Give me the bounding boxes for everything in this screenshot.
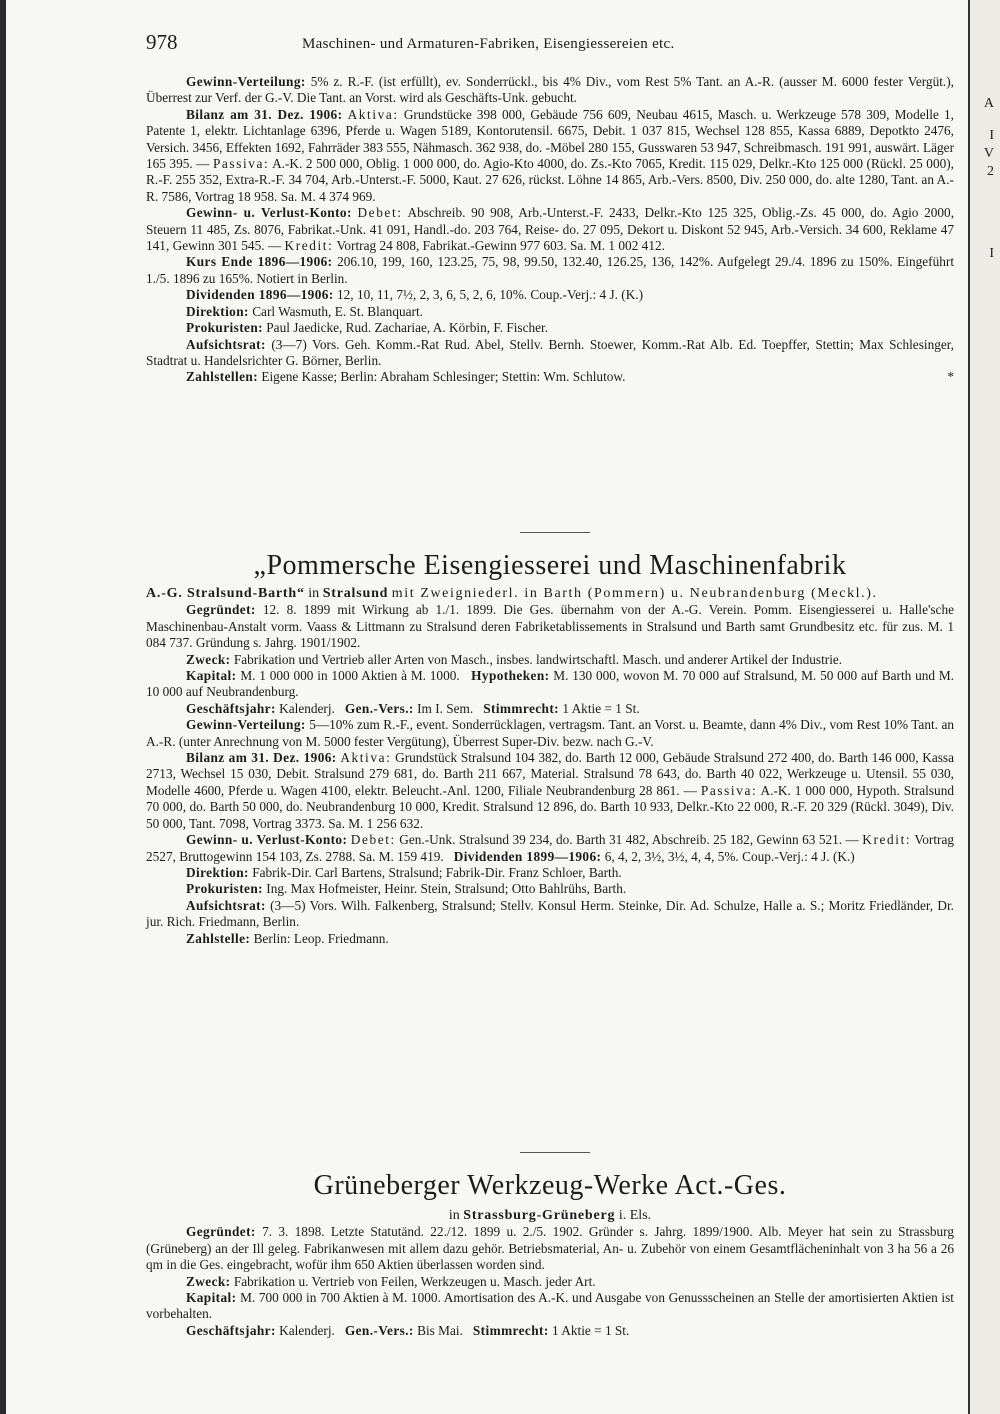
text: Carl Wasmuth, E. St. Blanquart. [252, 303, 423, 319]
label: Gewinn- u. Verlust-Konto: [186, 832, 348, 848]
label: Geschäftsjahr: [186, 1322, 276, 1338]
entry-zahlstellen [146, 369, 954, 385]
label: Prokuristen: [186, 320, 263, 336]
text: 5—10% zum R.-F., event. Sonderrücklagen, vertragsm. Tant. an Vorst. u. Beamte, dann 4% Div., vom Rest 10% Tant. an A.-R. (unter Anrechnung von M. 5000 fester Vergütung), Überrest Super-Div. bezw. nach G.-V. [146, 717, 954, 749]
text: Kalenderj. [279, 1322, 335, 1338]
entry-gegruendet [146, 1224, 954, 1273]
entry-bilanz [146, 107, 954, 205]
margin-glyph: V [983, 146, 994, 161]
label: Kurs Ende 1896—1906: [186, 254, 333, 270]
entry-gewinn-verteilung [146, 717, 954, 750]
text: M. 1 000 000 in 1000 Aktien à M. 1000. [240, 668, 460, 684]
company-title-grueneberger: Grüneberger Werkzeug-Werke Act.-Ges. [313, 1170, 787, 1201]
text: Fabrikation und Vertrieb aller Arten von Masch., insbes. landwirtschaftl. Masch. und anderer Artikel der Industrie. [233, 651, 843, 667]
margin-glyph: A [983, 96, 994, 111]
text: Vortrag 24 808, Fabrikat.-Gewinn 977 603. Sa. M. 1 002 412. [336, 238, 665, 254]
label: Dividenden 1896—1906: [186, 287, 334, 303]
text: (3—7) Vors. Geh. Komm.-Rat Rud. Abel, Stellv. Bernh. Stoewer, Komm.-Rat Alb. Ed. Toepffer, Stettin; Max Schlesinger, Stadtrat u. Handelsrichter G. Börner, Berlin. [146, 336, 954, 368]
text: 5% z. R.-F. (ist erfüllt), ev. Sonderrückl., bis 4% Div., vom Rest 5% Tant. an A.-R. (ausser M. 6000 fester Vergüt.), Überrest zur Verf. der G.-V. Die Tant. an Vorst. wird als Geschäfts-Unk. gebucht. [146, 74, 954, 106]
text: Gen.-Unk. Stralsund 39 234, do. Barth 31 482, Abschreib. 25 182, Gewinn 63 521. — [399, 832, 859, 848]
entry-prokuristen [146, 881, 954, 897]
entry-kapital [146, 1290, 954, 1323]
gen-vers-label: Gen.-Vers.: [344, 700, 414, 716]
company-subtitle [146, 1208, 954, 1224]
gen-vers-label: Gen.-Vers.: [344, 1322, 414, 1338]
text: 12, 10, 11, 7½, 2, 3, 6, 5, 2, 6, 10%. Coup.-Verj.: 4 J. (K.) [337, 287, 644, 303]
scan-left-edge [0, 0, 6, 1414]
margin-glyph: I [989, 246, 994, 261]
text: Bis Mai. [417, 1322, 463, 1338]
label: Gewinn- u. Verlust-Konto: [186, 205, 352, 221]
entry-bilanz [146, 750, 954, 832]
text: Ing. Max Hofmeister, Heinr. Stein, Stralsund; Otto Bahlrühs, Barth. [266, 881, 627, 897]
text: 1 Aktie = 1 St. [562, 700, 640, 716]
subtitle-rest: mit Zweigniederl. in Barth (Pommern) u. Neubrandenburg (Meckl.). [391, 586, 878, 601]
text: Eigene Kasse; Berlin: Abraham Schlesinger; Stettin: Wm. Schlutow. [261, 369, 626, 385]
section-pommersche [146, 586, 954, 947]
text: Paul Jaedicke, Rud. Zachariae, A. Körbin, F. Fischer. [266, 320, 549, 336]
section-divider [520, 1152, 590, 1153]
stimmrecht-label: Stimmrecht: [472, 1322, 549, 1338]
entry-kurs [146, 254, 954, 287]
label: Prokuristen: [186, 881, 263, 897]
entry-aufsichtsrat [146, 898, 954, 931]
entry-gewinn-verlust [146, 832, 954, 865]
entry-gewinn-verlust [146, 205, 954, 254]
text: M. 130 000, wovon M. 70 000 auf Stralsund, M. 50 000 auf Barth und M. 10 000 auf Neubrandenburg. [146, 668, 955, 700]
kredit-label: Kredit: [862, 832, 912, 848]
label: Zahlstellen: [186, 369, 259, 385]
text: A.-K. 1 000 000, Hypoth. Stralsund 70 000, do. Barth 50 000, do. Neubrandenburg 10 000, Kredit. Stralsund 12 896, do. Barth 10 933, Delkr.-Kto 22 000, R.-F. 20 329 (Rückl. 3049), Div. 50 000, Tant. 7098, Vortrag 3373. Sa. M. 1 256 632. [146, 782, 954, 831]
text: 206.10, 199, 160, 123.25, 75, 98, 99.50, 132.40, 126.25, 136, 142%. Aufgelegt 29./4. 1896 zu 150%. Eingeführt 1./5. 1896 zu 165%. Notiert in Berlin. [146, 254, 955, 286]
label: Gegründet: [186, 1224, 256, 1240]
subtitle-in: in [308, 586, 320, 601]
kredit-label: Kredit: [284, 238, 334, 254]
label: Bilanz am 31. Dez. 1906: [186, 750, 337, 766]
aktiva-label: Aktiva: [340, 750, 392, 766]
subtitle-rest: i. Els. [618, 1208, 652, 1223]
label: Gewinn-Verteilung: [186, 717, 306, 733]
label: Zweck: [186, 1273, 231, 1289]
debet-label: Debet: [357, 205, 403, 221]
label: Direktion: [186, 864, 249, 880]
debet-label: Debet: [350, 832, 396, 848]
text: Fabrik-Dir. Carl Bartens, Stralsund; Fabrik-Dir. Franz Schloer, Barth. [252, 864, 622, 880]
text: Fabrikation u. Vertrieb von Feilen, Werkzeugen u. Masch. jeder Art. [233, 1273, 596, 1289]
section-grueneberger [146, 1208, 954, 1339]
entry-direktion [146, 304, 954, 320]
text: 1 Aktie = 1 St. [552, 1322, 630, 1338]
dividenden-label: Dividenden 1899—1906: [453, 848, 602, 864]
hypotheken-label: Hypotheken: [471, 668, 550, 684]
entry-kapital [146, 668, 954, 701]
text: 6, 4, 2, 3½, 3½, 4, 4, 5%. Coup.-Verj.: 4 J. (K.) [604, 848, 855, 864]
entry-gegruendet [146, 602, 954, 651]
stimmrecht-label: Stimmrecht: [483, 700, 560, 716]
company-subtitle [146, 586, 954, 602]
text: 12. 8. 1899 mit Wirkung ab 1./1. 1899. Die Ges. übernahm von der A.-G. Verein. Pomm. Eisengiesserei u. Halle'sche Maschinenbau-Anstalt vorm. Vaass & Littmann zu Stralsund deren Fabriketablissements in Stralsund und Barth samt Grundbesitz etc. für zus. M. 1 084 737. Gründung s. Jahrg. 1901/1902. [146, 602, 955, 651]
text: Im I. Sem. [417, 700, 474, 716]
text: Berlin: Leop. Friedmann. [253, 930, 389, 946]
entry-zahlstelle [146, 931, 954, 947]
section-divider [520, 532, 590, 533]
label: Aufsichtsrat: [186, 336, 266, 352]
label: Gewinn-Verteilung: [186, 74, 306, 89]
adjacent-page-strip [968, 0, 1000, 1414]
subtitle-in: in [448, 1208, 460, 1223]
text: Vortrag 2527, Bruttogewinn 154 103, Zs. 2788. Sa. M. 159 419. [146, 832, 955, 864]
passiva-label: Passiva: [700, 782, 758, 798]
entry-dividenden [146, 287, 954, 303]
passiva-label: Passiva: [212, 156, 270, 172]
company-city: Stralsund [322, 586, 389, 601]
label: Bilanz am 31. Dez. 1906: [186, 106, 343, 122]
margin-glyph: 2 [987, 164, 994, 179]
label: Aufsichtsrat: [186, 897, 266, 913]
entry-zweck [146, 1274, 954, 1290]
text: Abschreib. 90 908, Arb.-Unterst.-F. 2433, Delkr.-Kto 125 325, Oblig.-Zs. 45 000, do. Agio 2000, Steuern 11 485, Zs. 8076, Fabrikat.-Unk. 41 091, Handl.-do. 203 764, Reise- do. 27 095, Dekort u. Diskont 52 945, Arb.-Versich. 34 600, Reklame 47 141, Gewinn 301 545. — [146, 205, 955, 254]
entry-geschaeftsjahr [146, 1323, 954, 1339]
entry-geschaeftsjahr [146, 701, 954, 717]
entry-prokuristen [146, 320, 954, 336]
label: Direktion: [186, 303, 249, 319]
margin-glyph: I [989, 128, 994, 143]
text: Grundstücke 398 000, Gebäude 756 609, Neubau 4615, Masch. u. Werkzeuge 578 309, Modelle 1, Patente 1, elektr. Lichtanlage 6396, Pferde u. Wagen 5189, Kontorutensil. 6675, Debit. 1 037 815, Wechsel 128 855, Kassa 6889, Depotkto 2476, Versich. 3456, Effekten 1692, Fahrräder 383 555, Nähmasch. 362 938, do. -Möbel 280 155, Gusswaren 53 947, Schreibmasch. 191 991, auswärt. Läger 165 395. — [146, 106, 955, 172]
label: Zahlstelle: [186, 930, 251, 946]
label: Geschäftsjahr: [186, 700, 276, 716]
page-number: 978 [146, 30, 178, 54]
text: (3—5) Vors. Wilh. Falkenberg, Stralsund; Stellv. Konsul Herm. Steinke, Dir. Ad. Schulze, Halle a. S.; Moritz Friedländer, Dr. jur. Rich. Friedmann, Berlin. [146, 897, 955, 930]
label: Kapital: [186, 668, 237, 684]
company-city: Strassburg-Grüneberg [463, 1208, 616, 1223]
running-head: Maschinen- und Armaturen-Fabriken, Eisengiessereien etc. [302, 36, 675, 52]
company-name-bold: A.-G. Stralsund-Barth“ [146, 586, 305, 601]
footnote-star: * [947, 369, 954, 385]
text: A.-K. 2 500 000, Oblig. 1 000 000, do. Agio-Kto 4000, do. Zs.-Kto 7065, Kredit. 115 029, Delkr.-Kto 125 000 (Rückl. 25 000), R.-F. 255 352, Extra-R.-F. 34 704, Arb.-Unterst.-F. 5000, Kaut. 27 626, rückst. Löhne 14 865, Arb.-Vers. 8500, Div. 250 000, do. alte 1280, Tant. an A.-R. 7586, Vortrag 18 958. Sa. M. 4 374 969. [146, 156, 955, 204]
entry-direktion [146, 865, 954, 881]
text: Kalenderj. [279, 700, 335, 716]
entry-zweck [146, 652, 954, 668]
entry-gewinn-verteilung [146, 74, 954, 107]
label: Gegründet: [186, 602, 256, 618]
label: Zweck: [186, 651, 231, 667]
text: 7. 3. 1898. Letzte Statutänd. 22./12. 1899 u. 2./5. 1902. Gründer s. Jahrg. 1899/1900. Alb. Meyer hat sein zu Strassburg (Grüneberg) an der Ill geleg. Fabrikanwesen mit allem dazu gehör. Betriebsmaterial, An- u. Zubehör von einem Gesamtflächeninhalt von 3 ha 56 a 26 qm in die Ges. eingebracht, wofür ihm 650 Aktien überlassen worden sind. [146, 1224, 955, 1273]
section-previous-company [146, 74, 954, 386]
text: Grundstück Stralsund 104 382, do. Barth 12 000, Gebäude Stralsund 272 400, do. Barth 146 000, Kassa 2713, Wechsel 15 030, Debit. Stralsund 279 681, do. Barth 211 667, Material. Stralsund 78 643, do. Barth 40 022, Werkzeuge u. Utensil. 55 030, Modelle 4600, Pferde u. Wagen 4100, elektr. Beleucht.-Anl. 1200, Filiale Neubrandenburg 28 861. — [146, 750, 955, 798]
label: Kapital: [186, 1290, 237, 1306]
text: M. 700 000 in 700 Aktien à M. 1000. Amortisation des A.-K. und Ausgabe von Genussscheinen an Stelle der amortisierten Aktien ist vorbehalten. [146, 1290, 954, 1322]
aktiva-label: Aktiva: [347, 106, 399, 122]
company-title-pommersche: „Pommersche Eisengiesserei und Maschinenfabrik [253, 550, 847, 581]
entry-aufsichtsrat [146, 337, 954, 370]
